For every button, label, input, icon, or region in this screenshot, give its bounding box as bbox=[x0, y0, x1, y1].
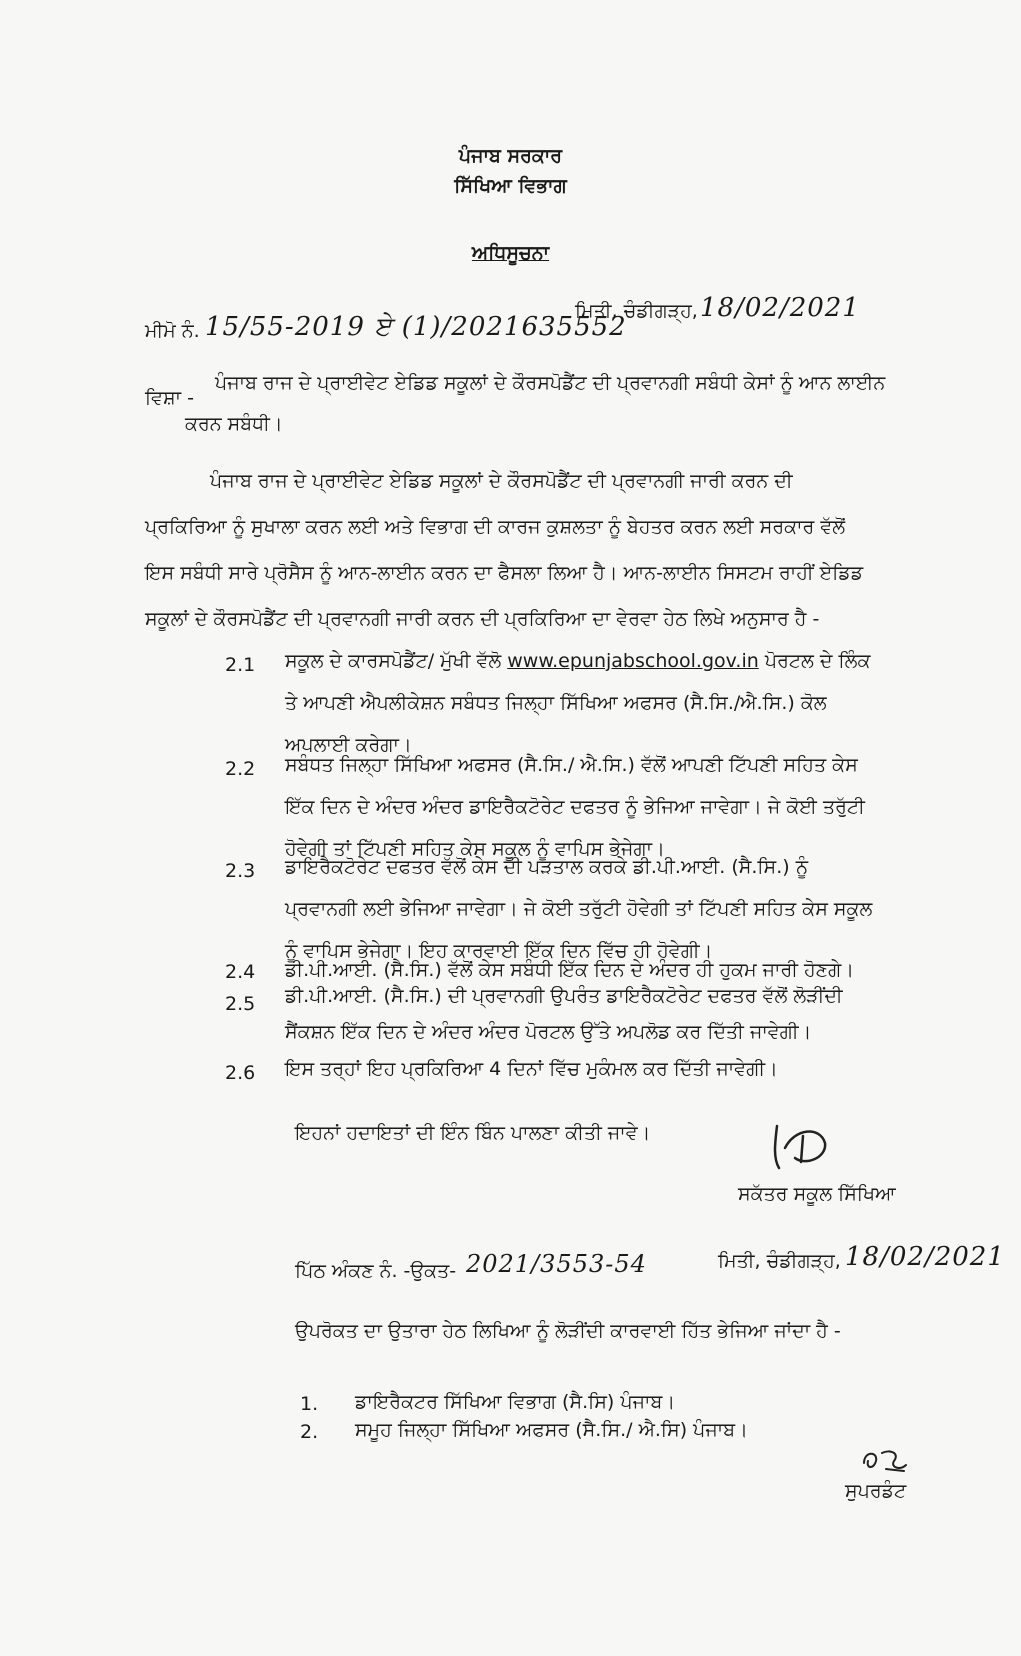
subject-label: ਵਿਸ਼ਾ - bbox=[145, 387, 194, 409]
step-number: 2.3 bbox=[225, 860, 256, 882]
memo-number: 15/55-2019 ਏ (1)/2021635552 bbox=[205, 312, 627, 342]
step-text-part: ਪੋਰਟਲ ਦੇ ਲਿੰਕ ਤੇ ਆਪਣੀ ਐਪਲੀਕੇਸ਼ਨ ਸਬੰਧਤ ਜਿਲ੍ਹਾ ਸਿੱਖਿਆ ਅਫਸਰ (ਸੈ.ਸਿ./ਐ.ਸਿ.) ਕੋਲ ਅਪਲਾਈ ਕਰੇਗਾ। bbox=[285, 650, 871, 756]
subject-line-2: ਕਰਨ ਸਬੰਧੀ। bbox=[185, 413, 283, 435]
compliance-line: ਇਹਨਾਂ ਹਦਾਇਤਾਂ ਦੀ ਇੰਨ ਬਿੰਨ ਪਾਲਣਾ ਕੀਤੀ ਜਾਵੇ। bbox=[295, 1122, 651, 1144]
initials-mark bbox=[860, 1445, 910, 1477]
department-title: ਸਿੱਖਿਆ ਵਿਭਾਗ bbox=[454, 175, 567, 197]
recipient-text: ਸਮੂਹ ਜਿਲ੍ਹਾ ਸਿੱਖਿਆ ਅਫਸਰ (ਸੈ.ਸਿ./ ਐ.ਸਿ) ਪੰਜਾਬ। bbox=[355, 1419, 748, 1441]
step-number: 2.6 bbox=[225, 1062, 256, 1084]
notification-title: ਅਧਿਸੂਚਨਾ bbox=[471, 242, 550, 264]
memo-label: ਮੀਮੋ ਨੰ. bbox=[145, 320, 200, 342]
step-text: ਇਸ ਤਰ੍ਹਾਂ ਇਹ ਪ੍ਰਕਿਰਿਆ 4 ਦਿਨਾਂ ਵਿੱਚ ਮੁਕੰਮਲ ਕਰ ਦਿੱਤੀ ਜਾਵੇਗੀ। bbox=[285, 1058, 778, 1080]
step-text: ਡੀ.ਪੀ.ਆਈ. (ਸੈ.ਸਿ.) ਵੱਲੋਂ ਕੇਸ ਸਬੰਧੀ ਇੱਕ ਦਿਨ ਦੇ ਅੰਦਰ ਹੀ ਹੁਕਮ ਜਾਰੀ ਹੋਣਗੇ। bbox=[285, 959, 855, 981]
signature-mark bbox=[765, 1118, 845, 1178]
government-title: ਪੰਜਾਬ ਸਰਕਾਰ bbox=[458, 145, 563, 167]
step-text: ਡਾਇਰੈਕਟੋਰੇਟ ਦਫਤਰ ਵੱਲੋਂ ਕੇਸ ਦੀ ਪੜਤਾਲ ਕਰਕੇ ਡੀ.ਪੀ.ਆਈ. (ਸੈ.ਸਿ.) ਨੂੰ ਪ੍ਰਵਾਨਗੀ ਲਈ ਭੇਜਿਆ ਜਾਵੇਗਾ। ਜੇ ਕੋਈ ਤਰੁੱਟੀ ਹੋਵੇਗੀ ਤਾਂ ਟਿੱਪਣੀ ਸਹਿਤ ਕੇਸ ਸਕੂਲ ਨੂੰ ਵਾਪਿਸ ਭੇਜੇਗਾ। ਇਹ ਕਾਰਵਾਈ ਇੱਕ ਦਿਨ ਵਿੱਚ ਹੀ ਹੋਵੇਗੀ। bbox=[285, 856, 873, 962]
portal-link[interactable]: www.epunjabschool.gov.in bbox=[507, 650, 759, 672]
endorsement-date: 18/02/2021 bbox=[845, 1242, 1005, 1272]
signatory-superintendent: ਸੁਪਰਡੰਟ bbox=[845, 1480, 907, 1502]
memo-date-label: ਮਿਤੀ, ਚੰਡੀਗੜ੍ਹ, bbox=[575, 300, 698, 322]
memo-date: 18/02/2021 bbox=[700, 293, 860, 323]
recipient-text: ਡਾਇਰੈਕਟਰ ਸਿੱਖਿਆ ਵਿਭਾਗ (ਸੈ.ਸਿ) ਪੰਜਾਬ। bbox=[355, 1391, 676, 1413]
step-text: ਸਬੰਧਤ ਜਿਲ੍ਹਾ ਸਿੱਖਿਆ ਅਫਸਰ (ਸੈ.ਸਿ./ ਐ.ਸਿ.) ਵੱਲੋਂ ਆਪਣੀ ਟਿੱਪਣੀ ਸਹਿਤ ਕੇਸ ਇੱਕ ਦਿਨ ਦੇ ਅੰਦਰ ਅੰਦਰ ਡਾਇਰੈਕਟੋਰੇਟ ਦਫਤਰ ਨੂੰ ਭੇਜਿਆ ਜਾਵੇਗਾ। ਜੇ ਕੋਈ ਤਰੁੱਟੀ ਹੋਵੇਗੀ ਤਾਂ ਟਿੱਪਣੀ ਸਹਿਤ ਕੇਸ ਸਕੂਲ ਨੂੰ ਵਾਪਿਸ ਭੇਜੇਗਾ। bbox=[285, 754, 865, 860]
copy-to-line: ਉਪਰੋਕਤ ਦਾ ਉਤਾਰਾ ਹੇਠ ਲਿਖਿਆ ਨੂੰ ਲੋੜੀਂਦੀ ਕਾਰਵਾਈ ਹਿੱਤ ਭੇਜਿਆ ਜਾਂਦਾ ਹੈ - bbox=[295, 1320, 841, 1342]
signatory-secretary: ਸਕੱਤਰ ਸਕੂਲ ਸਿੱਖਿਆ bbox=[738, 1183, 896, 1205]
endorsement-label: ਪਿੱਠ ਅੰਕਣ ਨੰ. -ਉਕਤ- bbox=[295, 1260, 457, 1282]
body-paragraph: ਪੰਜਾਬ ਰਾਜ ਦੇ ਪ੍ਰਾਈਵੇਟ ਏਡਿਡ ਸਕੂਲਾਂ ਦੇ ਕੌਰਸਪੋਡੈਂਟ ਦੀ ਪ੍ਰਵਾਨਗੀ ਜਾਰੀ ਕਰਨ ਦੀ ਪ੍ਰਕਿਰਿਆ ਨੂੰ ਸੁਖਾਲਾ ਕਰਨ ਲਈ ਅਤੇ ਵਿਭਾਗ ਦੀ ਕਾਰਜ ਕੁਸ਼ਲਤਾ ਨੂੰ ਬੇਹਤਰ ਕਰਨ ਲਈ ਸਰਕਾਰ ਵੱਲੋਂ ਇਸ ਸਬੰਧੀ ਸਾਰੇ ਪ੍ਰੋਸੈਸ ਨੂੰ ਆਨ-ਲਾਈਨ ਕਰਨ ਦਾ ਫੈਸਲਾ ਲਿਆ ਹੈ। ਆਨ-ਲਾਈਨ ਸਿਸਟਮ ਰਾਹੀਂ ਏਡਿਡ ਸਕੂਲਾਂ ਦੇ ਕੌਰਸਪੋਡੈਂਟ ਦੀ ਪ੍ਰਵਾਨਗੀ ਜਾਰੀ ਕਰਨ ਦੀ ਪ੍ਰਕਿਰਿਆ ਦਾ ਵੇਰਵਾ ਹੇਠ ਲਿਖੇ ਅਨੁਸਾਰ ਹੈ - bbox=[145, 470, 864, 630]
step-number: 2.1 bbox=[225, 654, 256, 676]
recipient-number: 2. bbox=[300, 1421, 319, 1443]
step-number: 2.2 bbox=[225, 758, 256, 780]
step-number: 2.4 bbox=[225, 961, 256, 983]
endorsement-number: 2021/3553-54 bbox=[466, 1250, 647, 1278]
recipient-number: 1. bbox=[300, 1393, 319, 1415]
step-text: ਡੀ.ਪੀ.ਆਈ. (ਸੈ.ਸਿ.) ਦੀ ਪ੍ਰਵਾਨਗੀ ਉਪਰੰਤ ਡਾਇਰੈਕਟੋਰੇਟ ਦਫਤਰ ਵੱਲੋਂ ਲੋੜੀਂਦੀ ਸੈਂਕਸ਼ਨ ਇੱਕ ਦਿਨ ਦੇ ਅੰਦਰ ਅੰਦਰ ਪੋਰਟਲ ਉੱਤੇ ਅਪਲੋਡ ਕਰ ਦਿੱਤੀ ਜਾਵੇਗੀ। bbox=[285, 985, 843, 1043]
subject-line-1: ਪੰਜਾਬ ਰਾਜ ਦੇ ਪ੍ਰਾਈਵੇਟ ਏਡਿਡ ਸਕੂਲਾਂ ਦੇ ਕੌਰਸਪੋਡੈਂਟ ਦੀ ਪ੍ਰਵਾਨਗੀ ਸਬੰਧੀ ਕੇਸਾਂ ਨੂੰ ਆਨ ਲਾਈਨ bbox=[215, 372, 886, 394]
step-number: 2.5 bbox=[225, 993, 256, 1015]
step-text-part: ਸਕੂਲ ਦੇ ਕਾਰਸਪੋਡੈਂਟ/ ਮੁੱਖੀ ਵੱਲੋ bbox=[285, 650, 502, 672]
endorsement-date-label: ਮਿਤੀ, ਚੰਡੀਗੜ੍ਹ, bbox=[718, 1250, 841, 1272]
